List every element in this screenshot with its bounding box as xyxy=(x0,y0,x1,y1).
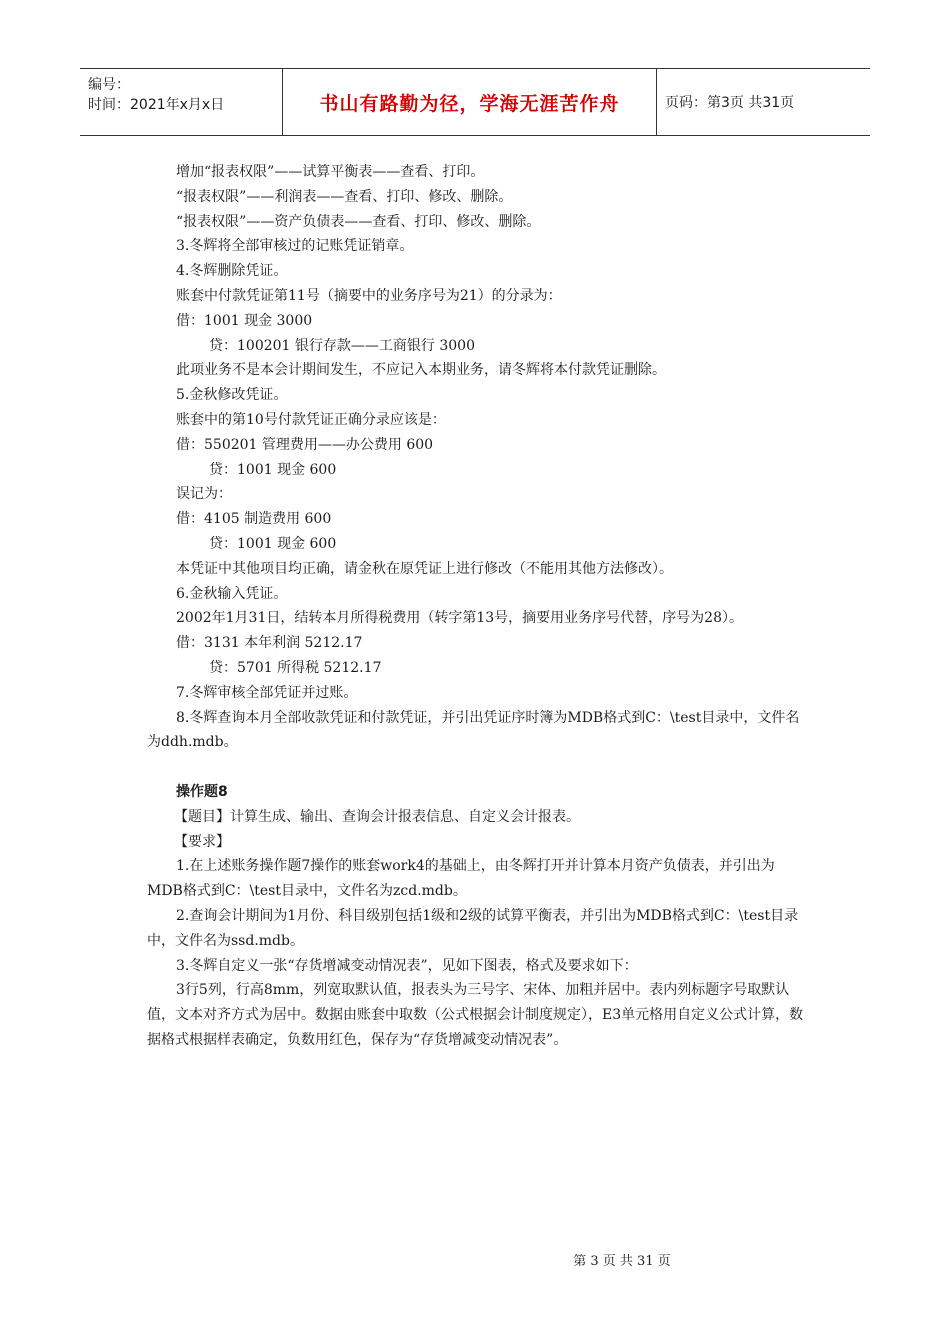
text-line: 5.金秋修改凭证。 xyxy=(176,387,288,404)
section-heading: 操作题8 xyxy=(176,783,228,800)
text-line: 借：1001 现金 3000 xyxy=(176,312,313,329)
text-paragraph: 3行5列，行高8mm，列宽取默认值，报表头为三号字、宋体、加粗并居中。表内列标题字号取默认值，文本对齐方式为居中。数据由账套中取数（公式根据会计制度规定），E3单元格用自定义公式计算，数据格式根据样表确定，负数用红色，保存为“存货增减变动情况表”。 xyxy=(147,982,804,1048)
page-footer xyxy=(0,1250,950,1269)
text-line: “报表权限”——资产负债表——查看、打印、修改、删除。 xyxy=(176,213,541,230)
text-line: 3.冬辉将全部审核过的记账凭证销章。 xyxy=(176,238,414,255)
text-line: 本凭证中其他项目均正确，请金秋在原凭证上进行修改（不能用其他方法修改）。 xyxy=(176,560,673,577)
text-line: 账套中的第10号付款凭证正确分录应该是： xyxy=(176,411,446,428)
header-page-number: 页码：第3页 共31页 xyxy=(665,95,795,111)
text-line: 借：550201 管理费用——办公费用 600 xyxy=(176,436,434,453)
text-line: 账套中付款凭证第11号（摘要中的业务序号为21）的分录为： xyxy=(176,287,562,304)
text-line: 借：3131 本年利润 5212.17 xyxy=(176,635,363,652)
header-number: 编号： xyxy=(88,77,130,93)
text-line: 贷：1001 现金 600 xyxy=(209,535,337,552)
text-paragraph: 2002年1月31日，结转本月所得税费用（转字第13号，摘要用业务序号代替，序号为28）。 xyxy=(176,610,743,627)
header-meta xyxy=(88,75,224,115)
text-line: 【要求】 xyxy=(174,833,230,850)
text-line: 贷：1001 现金 600 xyxy=(209,461,337,478)
text-line: 借：4105 制造费用 600 xyxy=(176,511,332,528)
text-line: 【题目】计算生成、输出、查询会计报表信息、自定义会计报表。 xyxy=(174,808,580,825)
header-time: 时间：2021年x月x日 xyxy=(88,97,225,113)
document-body xyxy=(147,160,807,1053)
header-motto: 书山有路勤为径，学海无涯苦作舟 xyxy=(319,92,620,115)
text-line: “报表权限”——利润表——查看、打印、修改、删除。 xyxy=(176,188,513,205)
text-line: 贷：5701 所得税 5212.17 xyxy=(209,659,382,676)
header-divider xyxy=(656,69,657,135)
text-paragraph: 1.在上述账务操作题7操作的账套work4的基础上，由冬辉打开并计算本月资产负债表，并引出为MDB格式到C：\test目录中，文件名为zcd.mdb。 xyxy=(147,858,775,900)
text-paragraph: 2.查询会计期间为1月份、科目级别包括1级和2级的试算平衡表，并引出为MDB格式到C：\test目录中，文件名为ssd.mdb。 xyxy=(147,907,799,949)
text-line: 此项业务不是本会计期间发生，不应记入本期业务，请冬辉将本付款凭证删除。 xyxy=(176,362,666,379)
text-line: 7.冬辉审核全部凭证并过账。 xyxy=(176,684,358,701)
text-paragraph: 8.冬辉查询本月全部收款凭证和付款凭证，并引出凭证序时簿为MDB格式到C：\test目录中，文件名为ddh.mdb。 xyxy=(147,709,800,751)
text-line: 贷：100201 银行存款——工商银行 3000 xyxy=(209,337,475,354)
text-line: 3.冬辉自定义一张“存货增减变动情况表”，见如下图表，格式及要求如下： xyxy=(176,957,638,974)
page-header xyxy=(80,68,870,136)
text-line: 增加“报表权限”——试算平衡表——查看、打印。 xyxy=(176,164,485,180)
text-line: 6.金秋输入凭证。 xyxy=(176,585,288,602)
footer-page-number: 第 3 页 共 31 页 xyxy=(573,1254,671,1269)
text-line: 误记为： xyxy=(176,486,232,503)
text-line: 4.冬辉删除凭证。 xyxy=(176,263,288,280)
